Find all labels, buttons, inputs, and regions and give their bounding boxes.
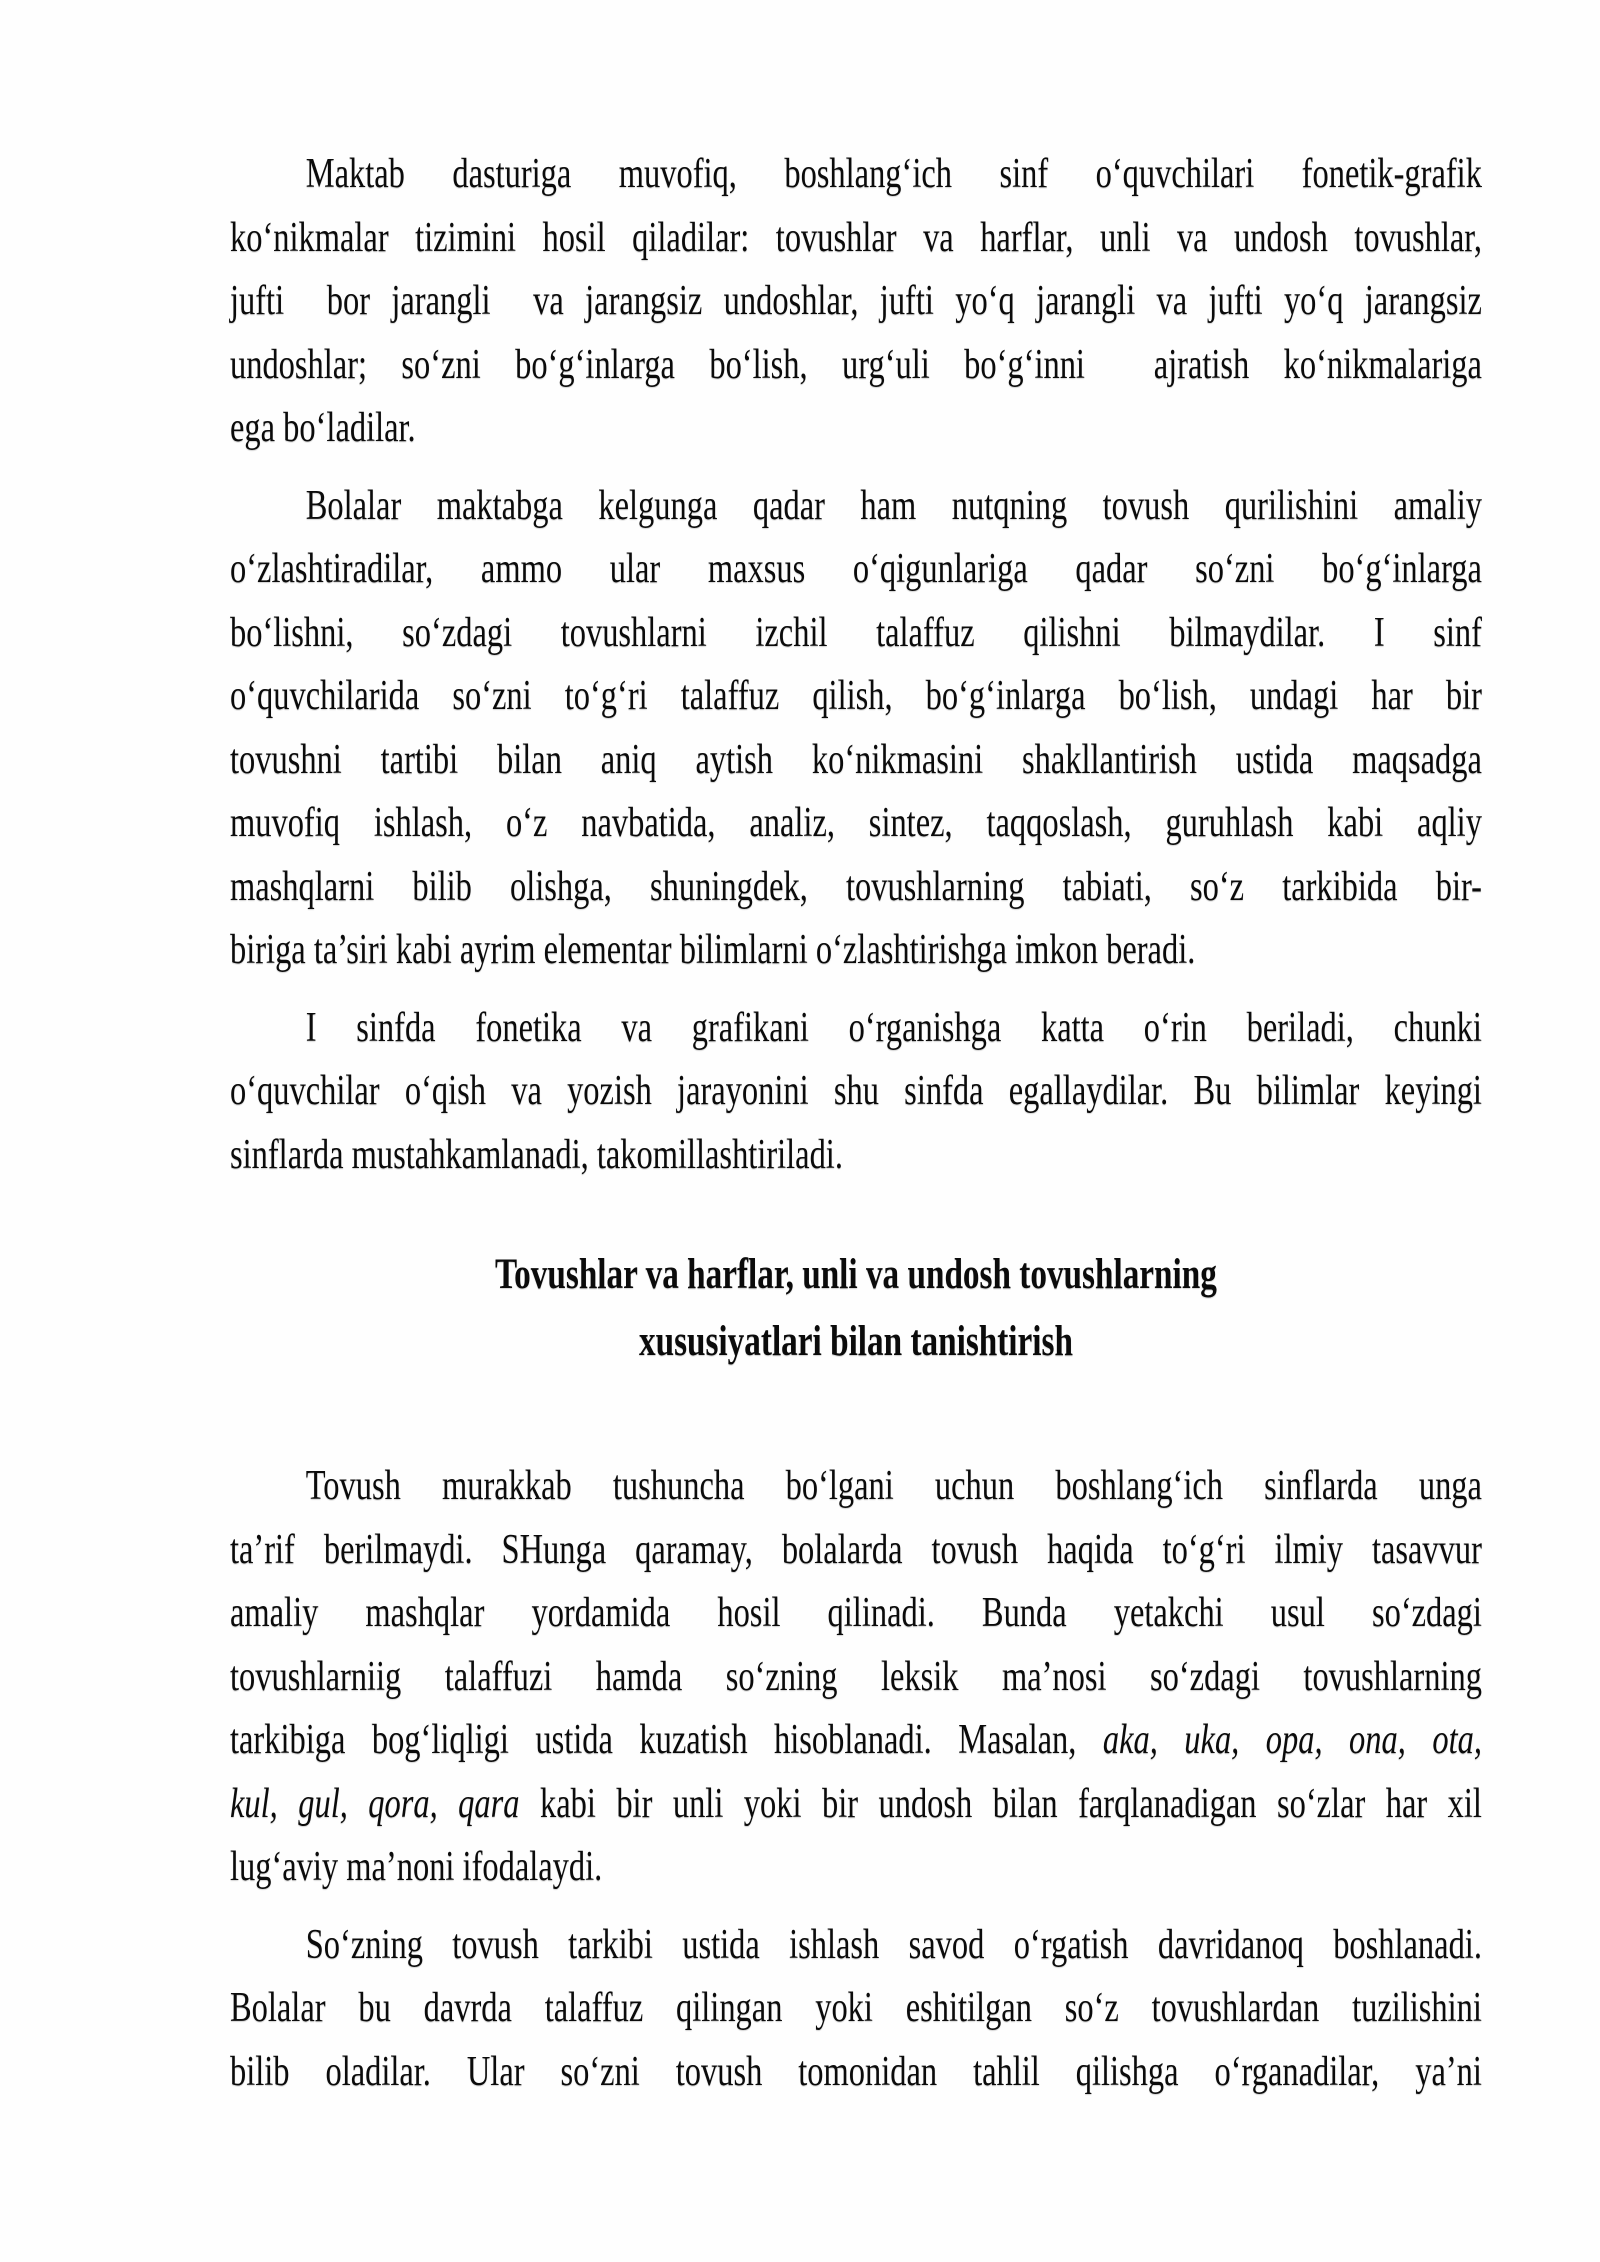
text-line: [230, 856, 1482, 920]
text-run: kabi bir unli yoki bir undosh bilan farqlanadigan so‘zlar har xil: [519, 1780, 1482, 1827]
text-line: [230, 997, 1482, 1061]
text-run: Tovushlar va harflar, unli va undosh tovushlarning: [495, 1251, 1217, 1298]
text-line: [230, 1709, 1482, 1773]
text-run: ta’rif berilmaydi. SHunga qaramay, bolalarda tovush haqida to‘g‘ri ilmiy tasavvur: [230, 1526, 1482, 1573]
text-line: [230, 270, 1482, 334]
text-run: sinflarda mustahkamlanadi, takomillashtiriladi.: [230, 1131, 843, 1178]
text-line: [230, 538, 1482, 602]
text-line: [230, 665, 1482, 729]
paragraph: [230, 1914, 1482, 2105]
paragraph: [230, 997, 1482, 1188]
text-column: [230, 143, 1482, 2118]
text-run: amaliy mashqlar yordamida hosil qilinadi. Bunda yetakchi usul so‘zdagi: [230, 1590, 1482, 1636]
text-line: [230, 1455, 1482, 1519]
text-line: [230, 1519, 1482, 1583]
text-line: [230, 207, 1482, 271]
section-heading: [230, 1241, 1482, 1375]
text-line: [230, 143, 1482, 207]
text-line: [230, 1977, 1482, 2041]
text-line: [230, 1914, 1482, 1978]
text-run: mashqlarni bilib olishga, shuningdek, tovushlarning tabiati, so‘z tarkibida bir-: [230, 863, 1482, 910]
text-run: ko‘nikmalar tizimini hosil qiladilar: tovushlar va harflar, unli va undosh tovushlar,: [230, 214, 1482, 261]
text-line: [230, 1060, 1482, 1124]
text-run: o‘quvchilarida so‘zni to‘g‘ri talaffuz qilish, bo‘g‘inlarga bo‘lish, undagi har bir: [230, 673, 1482, 719]
text-run: bo‘lishni, so‘zdagi tovushlarni izchil talaffuz qilishni bilmaydilar. I sinf: [230, 609, 1482, 656]
text-line: [230, 334, 1482, 398]
italic-text: kul, gul, qora, qara: [230, 1780, 520, 1827]
text-run: jufti bor jarangli va jarangsiz undoshlar, jufti yo‘q jarangli va jufti yo‘q jarangsiz: [230, 278, 1482, 324]
heading-line: [230, 1308, 1482, 1375]
text-line: [230, 792, 1482, 856]
text-run: muvofiq ishlash, o‘z navbatida, analiz, sintez, taqqoslash, guruhlash kabi aqliy: [230, 800, 1482, 846]
text-line: [230, 1124, 1482, 1188]
text-run: undoshlar; so‘zni bo‘g‘inlarga bo‘lish, urg‘uli bo‘g‘inni ajratish ko‘nikmalariga: [230, 341, 1482, 388]
text-line: [230, 729, 1482, 793]
text-run: tovushni tartibi bilan aniq aytish ko‘nikmasini shakllantirish ustida maqsadga: [230, 736, 1482, 783]
text-line: [230, 1582, 1482, 1646]
text-line: [230, 919, 1482, 983]
text-run: lug‘aviy ma’noni ifodalaydi.: [230, 1844, 603, 1890]
paragraph: [230, 143, 1482, 461]
paragraph: [230, 475, 1482, 983]
text-run: bilib oladilar. Ular so‘zni tovush tomonidan tahlil qilishga o‘rganadilar, ya’ni: [230, 2048, 1482, 2095]
paragraph: [230, 1455, 1482, 1900]
text-line: [230, 1773, 1482, 1837]
text-run: tovushlarniig talaffuzi hamda so‘zning leksik ma’nosi so‘zdagi tovushlarning: [230, 1653, 1482, 1700]
text-run: Bolalar bu davrda talaffuz qilingan yoki eshitilgan so‘z tovushlardan tuzilishini: [230, 1985, 1482, 2031]
text-run: xususiyatlari bilan tanishtirish: [638, 1318, 1073, 1365]
text-line: [230, 397, 1482, 461]
text-run: So‘zning tovush tarkibi ustida ishlash savod o‘rgatish davridanoq boshlanadi.: [305, 1921, 1482, 1968]
text-line: [230, 2041, 1482, 2105]
text-run: Maktab dasturiga muvofiq, boshlang‘ich sinf o‘quvchilari fonetik-grafik: [305, 151, 1482, 197]
text-run: o‘quvchilar o‘qish va yozish jarayonini shu sinfda egallaydilar. Bu bilimlar keyingi: [230, 1068, 1482, 1114]
heading-line: [230, 1241, 1482, 1308]
text-run: tarkibiga bog‘liqligi ustida kuzatish hisoblanadi. Masalan,: [230, 1717, 1103, 1763]
text-run: biriga ta’siri kabi ayrim elementar bilimlarni o‘zlashtirishga imkon beradi.: [230, 927, 1196, 973]
text-run: Tovush murakkab tushuncha bo‘lgani uchun boshlang‘ich sinflarda unga: [305, 1463, 1482, 1509]
text-run: ega bo‘ladilar.: [230, 405, 416, 451]
text-line: [230, 1836, 1482, 1900]
text-line: [230, 602, 1482, 666]
text-line: [230, 475, 1482, 539]
italic-text: aka, uka, opa, ona, ota,: [1102, 1717, 1482, 1763]
text-run: Bolalar maktabga kelgunga qadar ham nutqning tovush qurilishini amaliy: [305, 482, 1482, 529]
text-line: [230, 1646, 1482, 1710]
text-run: o‘zlashtiradilar, ammo ular maxsus o‘qigunlariga qadar so‘zni bo‘g‘inlarga: [230, 546, 1482, 592]
text-run: I sinfda fonetika va grafikani o‘rganishga katta o‘rin beriladi, chunki: [305, 1004, 1482, 1051]
